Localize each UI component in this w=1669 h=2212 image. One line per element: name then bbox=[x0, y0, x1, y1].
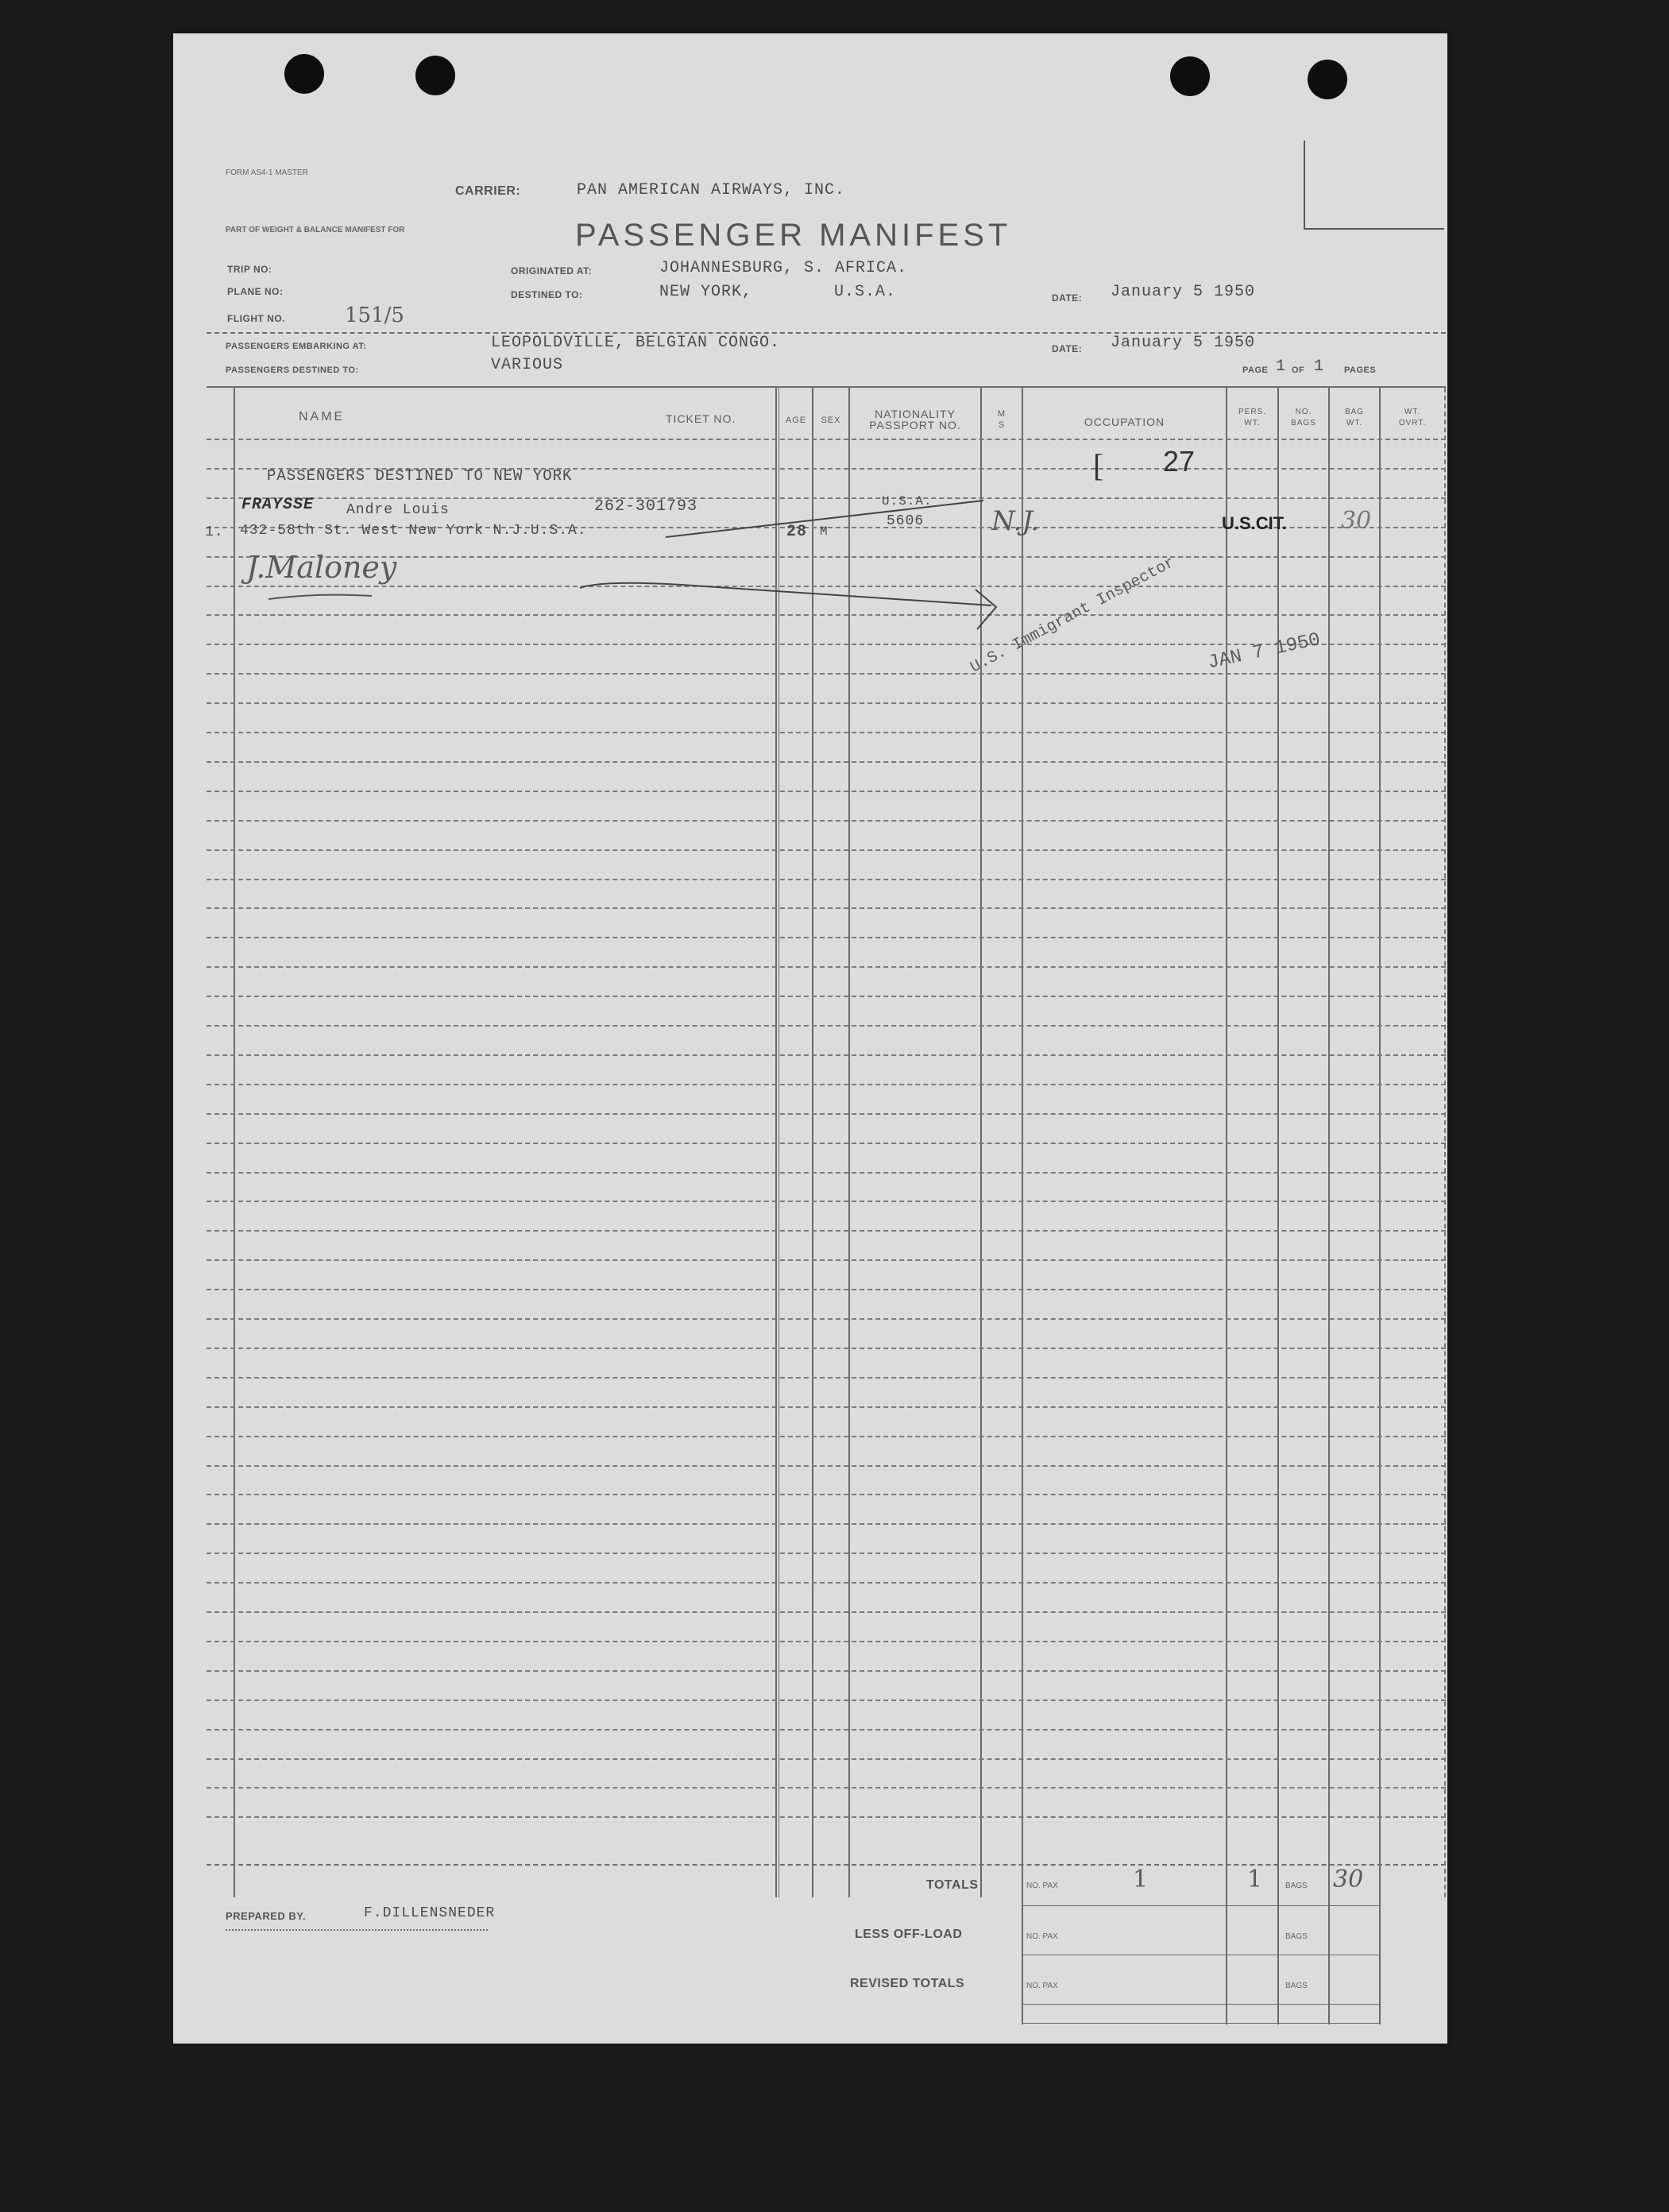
offload-bags-label: BAGS bbox=[1285, 1932, 1308, 1941]
col-ms-line1: M bbox=[997, 409, 1006, 419]
page-title: PASSENGER MANIFEST bbox=[575, 218, 1012, 253]
row-rule bbox=[207, 1436, 1446, 1437]
signature-underline bbox=[269, 595, 372, 599]
row-rule bbox=[207, 614, 1446, 616]
less-offload-label: LESS OFF-LOAD bbox=[855, 1928, 963, 1941]
row-rule bbox=[207, 1377, 1446, 1379]
originated-value: JOHANNESBURG, S. AFRICA. bbox=[659, 259, 908, 277]
flight-no-label: FLIGHT NO. bbox=[227, 313, 285, 324]
punch-hole bbox=[284, 54, 324, 94]
carrier-label: CARRIER: bbox=[455, 184, 521, 198]
col-no-bags bbox=[1279, 407, 1328, 429]
manifest-sheet bbox=[173, 33, 1447, 2044]
col-wtovt-line2: OVRT. bbox=[1398, 419, 1427, 427]
col-nationality bbox=[850, 408, 980, 431]
row-rule bbox=[207, 1172, 1446, 1174]
page-number: 1 bbox=[1276, 358, 1287, 376]
row-rule bbox=[207, 1582, 1446, 1584]
passenger-surname: FRAYSSE bbox=[241, 496, 315, 514]
row-rule bbox=[207, 1289, 1446, 1290]
col-divider bbox=[1379, 388, 1381, 2024]
row-rule bbox=[207, 1729, 1446, 1731]
totals-bag-wt-value: 30 bbox=[1333, 1866, 1364, 1893]
row-rule bbox=[207, 439, 1446, 440]
annotation-strokes bbox=[173, 33, 1447, 2044]
row-rule bbox=[207, 1465, 1446, 1467]
passenger-status: U.S.CIT. bbox=[1222, 513, 1287, 533]
col-nationality-line2: PASSPORT NO. bbox=[869, 419, 961, 431]
arrow-icon bbox=[976, 590, 996, 629]
row-rule bbox=[207, 761, 1446, 763]
col-bag-wt bbox=[1330, 407, 1379, 429]
bottom-rule bbox=[1022, 2023, 1381, 2024]
row-rule bbox=[207, 1348, 1446, 1349]
section-heading: PASSENGERS DESTINED TO NEW YORK bbox=[267, 467, 573, 485]
col-divider bbox=[1226, 388, 1227, 2024]
of-label: OF bbox=[1292, 365, 1305, 375]
occupation-mark: 27 bbox=[1163, 445, 1196, 478]
row-rule bbox=[207, 1494, 1446, 1495]
passenger-nationality: U.S.A. bbox=[882, 494, 933, 509]
col-occupation: OCCUPATION bbox=[1084, 416, 1165, 428]
passenger-address: 432-58th St. West New York N.J.U.S.A. bbox=[240, 523, 587, 539]
punch-hole bbox=[415, 56, 455, 95]
passenger-given-names: Andre Louis bbox=[346, 502, 450, 518]
col-wt-ovrt bbox=[1381, 407, 1444, 429]
row-rule bbox=[207, 1143, 1446, 1144]
row-rule bbox=[207, 1259, 1446, 1261]
row-rule bbox=[207, 1113, 1446, 1115]
row-rule bbox=[207, 996, 1446, 997]
passenger-sex: M bbox=[820, 524, 829, 539]
col-nobags-line1: NO. bbox=[1295, 408, 1312, 416]
embarking-value: LEOPOLDVILLE, BELGIAN CONGO. bbox=[491, 334, 781, 352]
totals-pers-value: 1 bbox=[1247, 1866, 1263, 1893]
embark-date-value: January 5 1950 bbox=[1111, 334, 1256, 352]
originated-label: ORIGINATED AT: bbox=[511, 265, 593, 276]
row-rule bbox=[207, 1553, 1446, 1554]
part-of-label: PART OF WEIGHT & BALANCE MANIFEST FOR bbox=[226, 226, 405, 234]
passenger-age: 28 bbox=[786, 523, 808, 541]
col-name: NAME bbox=[299, 410, 346, 423]
row-rule bbox=[207, 1318, 1446, 1320]
row-rule bbox=[207, 1406, 1446, 1408]
col-ms-line2: S bbox=[998, 420, 1006, 430]
destined-country: U.S.A. bbox=[834, 283, 897, 301]
revised-rule bbox=[1022, 2004, 1381, 2005]
revised-totals-label: REVISED TOTALS bbox=[850, 1977, 965, 1990]
destined-label: DESTINED TO: bbox=[511, 289, 583, 300]
header-rule bbox=[207, 332, 1446, 334]
date-label: DATE: bbox=[1052, 292, 1083, 304]
row-rule bbox=[207, 791, 1446, 792]
col-bagwt-line2: WT. bbox=[1346, 419, 1363, 427]
plane-no-label: PLANE NO: bbox=[227, 286, 284, 297]
col-pers-wt bbox=[1227, 407, 1277, 429]
row-rule bbox=[207, 1670, 1446, 1672]
offload-pax-label: NO. PAX bbox=[1026, 1932, 1058, 1941]
row-rule bbox=[207, 1816, 1446, 1818]
row-rule bbox=[207, 1025, 1446, 1027]
totals-bags-label: BAGS bbox=[1285, 1881, 1308, 1890]
col-bagwt-line1: BAG bbox=[1344, 408, 1365, 416]
row-rule bbox=[207, 586, 1446, 587]
totals-label: TOTALS bbox=[926, 1878, 979, 1892]
form-number: FORM AS4-1 MASTER bbox=[226, 168, 308, 177]
row-rule bbox=[207, 1523, 1446, 1525]
col-divider bbox=[1277, 388, 1279, 2024]
col-sex: SEX bbox=[821, 416, 841, 425]
totals-rule bbox=[1022, 1905, 1381, 1906]
col-ticket: TICKET NO. bbox=[666, 412, 736, 425]
prepared-by: F.DILLENSNEDER bbox=[364, 1905, 496, 1921]
row-rule bbox=[207, 497, 1446, 499]
row-rule bbox=[207, 966, 1446, 968]
revised-pax-label: NO. PAX bbox=[1026, 1982, 1058, 1990]
prepared-label: PREPARED BY. bbox=[226, 1910, 307, 1922]
date-value: January 5 1950 bbox=[1111, 283, 1256, 301]
inspector-signature: J.Maloney bbox=[246, 550, 397, 585]
embark-date-label: DATE: bbox=[1052, 343, 1083, 354]
carrier-name: PAN AMERICAN AIRWAYS, INC. bbox=[577, 181, 846, 199]
flight-no: 151/5 bbox=[345, 304, 404, 327]
row-rule bbox=[207, 1611, 1446, 1613]
passenger-ticket: 262-301793 bbox=[594, 497, 698, 516]
row-rule bbox=[207, 1201, 1446, 1202]
row-rule bbox=[207, 1230, 1446, 1232]
revised-bags-label: BAGS bbox=[1285, 1982, 1308, 1990]
passenger-number: 1. bbox=[205, 524, 224, 540]
row-rule bbox=[207, 732, 1446, 733]
inspector-stamp: U.S. Immigrant Inspector bbox=[968, 553, 1179, 678]
col-pers-line1: PERS. bbox=[1238, 408, 1266, 416]
row-rule bbox=[207, 1787, 1446, 1789]
passenger-passport: 5606 bbox=[887, 513, 925, 529]
corner-box bbox=[1304, 141, 1444, 230]
col-divider bbox=[1328, 388, 1330, 2024]
col-pers-line2: WT. bbox=[1244, 419, 1261, 427]
punch-hole bbox=[1170, 56, 1210, 96]
passenger-annotation: N.J. bbox=[991, 505, 1040, 537]
row-rule bbox=[207, 937, 1446, 938]
col-age: AGE bbox=[785, 416, 807, 425]
table-top-rule bbox=[207, 386, 1446, 388]
row-rule bbox=[207, 702, 1446, 704]
passenger-bag-wt: 30 bbox=[1341, 507, 1372, 535]
col-ms bbox=[982, 408, 1022, 431]
destined-city: NEW YORK, bbox=[659, 283, 753, 301]
col-nationality-line1: NATIONALITY bbox=[875, 408, 956, 420]
punch-hole bbox=[1308, 60, 1347, 99]
row-rule bbox=[207, 907, 1446, 909]
row-rule bbox=[207, 1054, 1446, 1056]
row-rule bbox=[207, 1700, 1446, 1701]
destined-to-label: PASSENGERS DESTINED TO: bbox=[226, 365, 359, 375]
row-rule bbox=[207, 1758, 1446, 1760]
embarking-label: PASSENGERS EMBARKING AT: bbox=[226, 342, 367, 351]
row-rule bbox=[207, 849, 1446, 851]
trip-no-label: TRIP NO: bbox=[227, 264, 272, 275]
col-wtovt-line1: WT. bbox=[1404, 408, 1421, 416]
occupation-bracket: [ bbox=[1093, 447, 1104, 483]
prepared-rule bbox=[226, 1929, 488, 1931]
page-label: PAGE bbox=[1242, 365, 1269, 375]
page-total: 1 bbox=[1314, 358, 1325, 376]
totals-pax-label: NO. PAX bbox=[1026, 1881, 1058, 1890]
passengers-destined-value: VARIOUS bbox=[491, 356, 564, 374]
totals-pax-value: 1 bbox=[1133, 1866, 1149, 1893]
stamp-date: JAN 7 1950 bbox=[1206, 629, 1323, 675]
row-rule bbox=[207, 1084, 1446, 1085]
row-rule bbox=[207, 1641, 1446, 1642]
row-rule bbox=[207, 879, 1446, 880]
col-nobags-line2: BAGS bbox=[1291, 419, 1316, 427]
row-rule bbox=[207, 673, 1446, 675]
pages-label: PAGES bbox=[1344, 365, 1377, 375]
row-rule bbox=[207, 820, 1446, 822]
